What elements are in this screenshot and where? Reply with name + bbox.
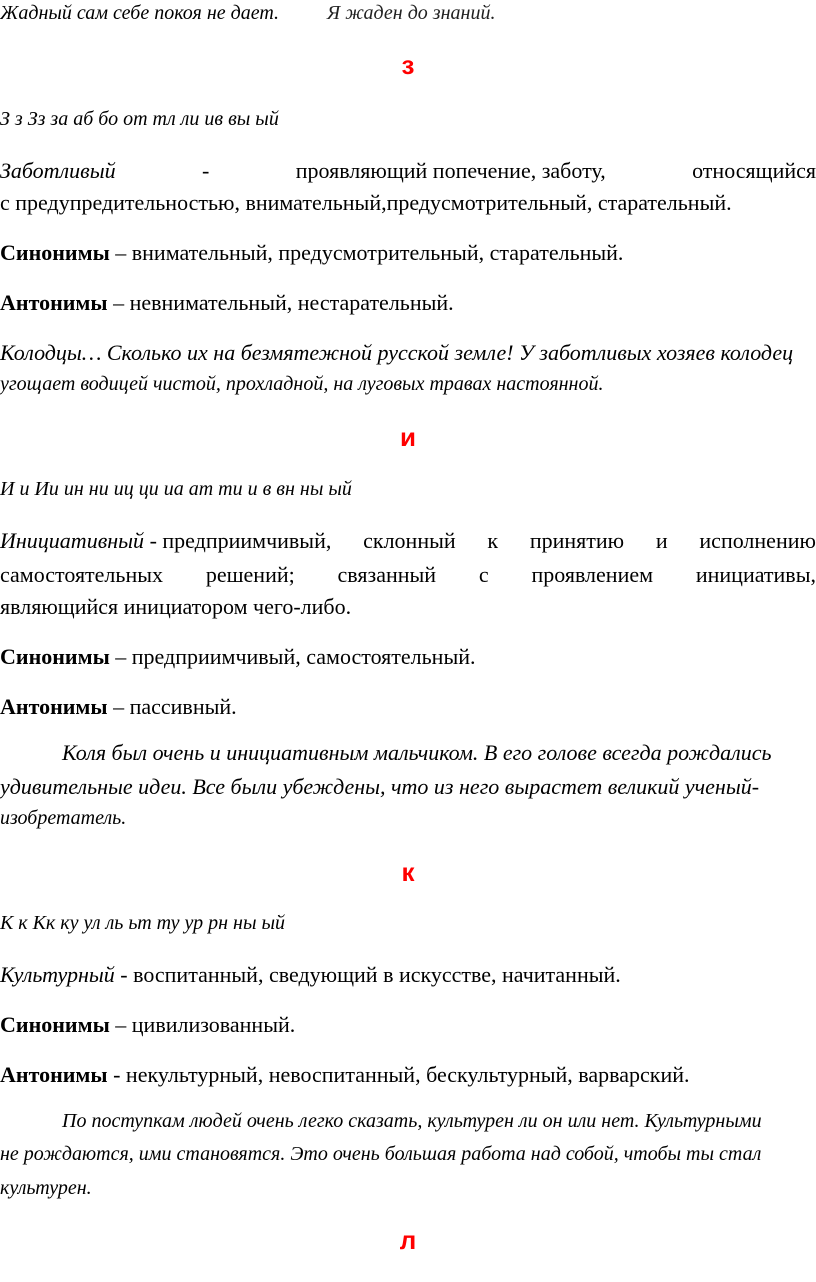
definition-part-i-8: решений; [205,562,295,587]
synonyms-text: – цивилизованный. [109,1012,296,1037]
term-word-z: Заботливый [0,158,116,183]
synonyms-i [0,644,816,670]
definition-part-i-3: к [487,528,499,553]
definition-part-i-9: связанный [337,562,437,587]
example-line-1-k: По поступкам людей очень легко сказать, культурен ли он или нет. Культурными [62,1110,762,1132]
definition-part-i-4: принятию [529,528,625,553]
synonyms-label: Синонимы [0,240,110,265]
letter-heading-k: к [401,857,415,887]
synonyms-label: Синонимы [0,644,110,669]
definition-part-i-6: исполнению [699,528,816,553]
synonyms-z [0,240,816,266]
proverb-left: Жадный сам себе покоя не дает. [0,2,280,24]
example-line-2-k: не рождаются, ими становятся. Это очень большая работа над собой, чтобы ты стал [0,1143,762,1165]
definition-part-i-7: самостоятельных [0,562,164,587]
definition-line-3-i: являющийся инициатором чего-либо. [0,594,352,619]
example-line-1-z: Колодцы… Сколько их на безмятежной русской земле! У заботливых хозяев колодец [0,340,794,365]
definition-part-i-1: - предприимчивый, [144,528,332,553]
definition-line-1-z [0,158,816,184]
antonyms-k [0,1062,816,1088]
example-line-2-i: удивительные идеи. Все были убеждены, что из него вырастет великий ученый- [0,774,760,799]
antonyms-label: Антонимы [0,290,108,315]
letter-heading-l: л [399,1225,417,1255]
antonyms-text: - некультурный, невоспитанный, бескультурный, варварский. [107,1062,690,1087]
antonyms-z [0,290,816,316]
synonyms-label: Синонимы [0,1012,110,1037]
definition-part-i-12: инициативы, [695,562,816,587]
definition-k [0,962,816,988]
definition-part-z-2: относящийся [692,158,816,183]
definition-line-1-i [0,528,816,554]
definition-part-i-5: и [655,528,668,553]
proverb-right: Я жаден до знаний. [327,2,496,24]
letter-heading-z: з [401,50,415,80]
syllables-k: К к Кк ку ул ль ьт ту ур рн ны ый [0,912,286,934]
syllables-z: З з Зз за аб бо от тл ли ив вы ый [0,108,279,130]
synonyms-text: – внимательный, предусмотрительный, старательный. [109,240,624,265]
definition-part-i-2: склонный [363,528,456,553]
definition-line-2-i [0,562,816,588]
synonyms-text: – предприимчивый, самостоятельный. [109,644,476,669]
definition-part-i-11: проявлением [531,562,654,587]
example-line-3-k: культурен. [0,1177,92,1199]
syllables-i: И и Ии ин ни иц ци иа ат ти и в вн ны ый [0,478,352,500]
example-line-3-i: изобретатель. [0,807,127,829]
definition-part-z-1: проявляющий попечение, заботу, [295,158,606,183]
antonyms-text: – пассивный. [107,694,237,719]
antonyms-label: Антонимы [0,1062,108,1087]
synonyms-k [0,1012,816,1038]
term-word-i: Инициативный [0,528,145,553]
example-line-1-i: Коля был очень и инициативным мальчиком. В его голове всегда рождались [62,740,772,765]
antonyms-label: Антонимы [0,694,108,719]
letter-heading-i: и [400,422,416,452]
term-word-k: Культурный [0,962,115,987]
definition-text-k: - воспитанный, сведующий в искусстве, начитанный. [114,962,621,987]
definition-dash-z: - [202,158,210,183]
header-line [0,2,816,25]
definition-part-i-10: с [478,562,489,587]
antonyms-text: – невнимательный, нестарательный. [107,290,454,315]
definition-line-2-z: с предупредительностью, внимательный,предусмотрительный, старательный. [0,190,732,215]
antonyms-i [0,694,816,720]
example-line-2-z: угощает водицей чистой, прохладной, на луговых травах настоянной. [0,373,604,395]
